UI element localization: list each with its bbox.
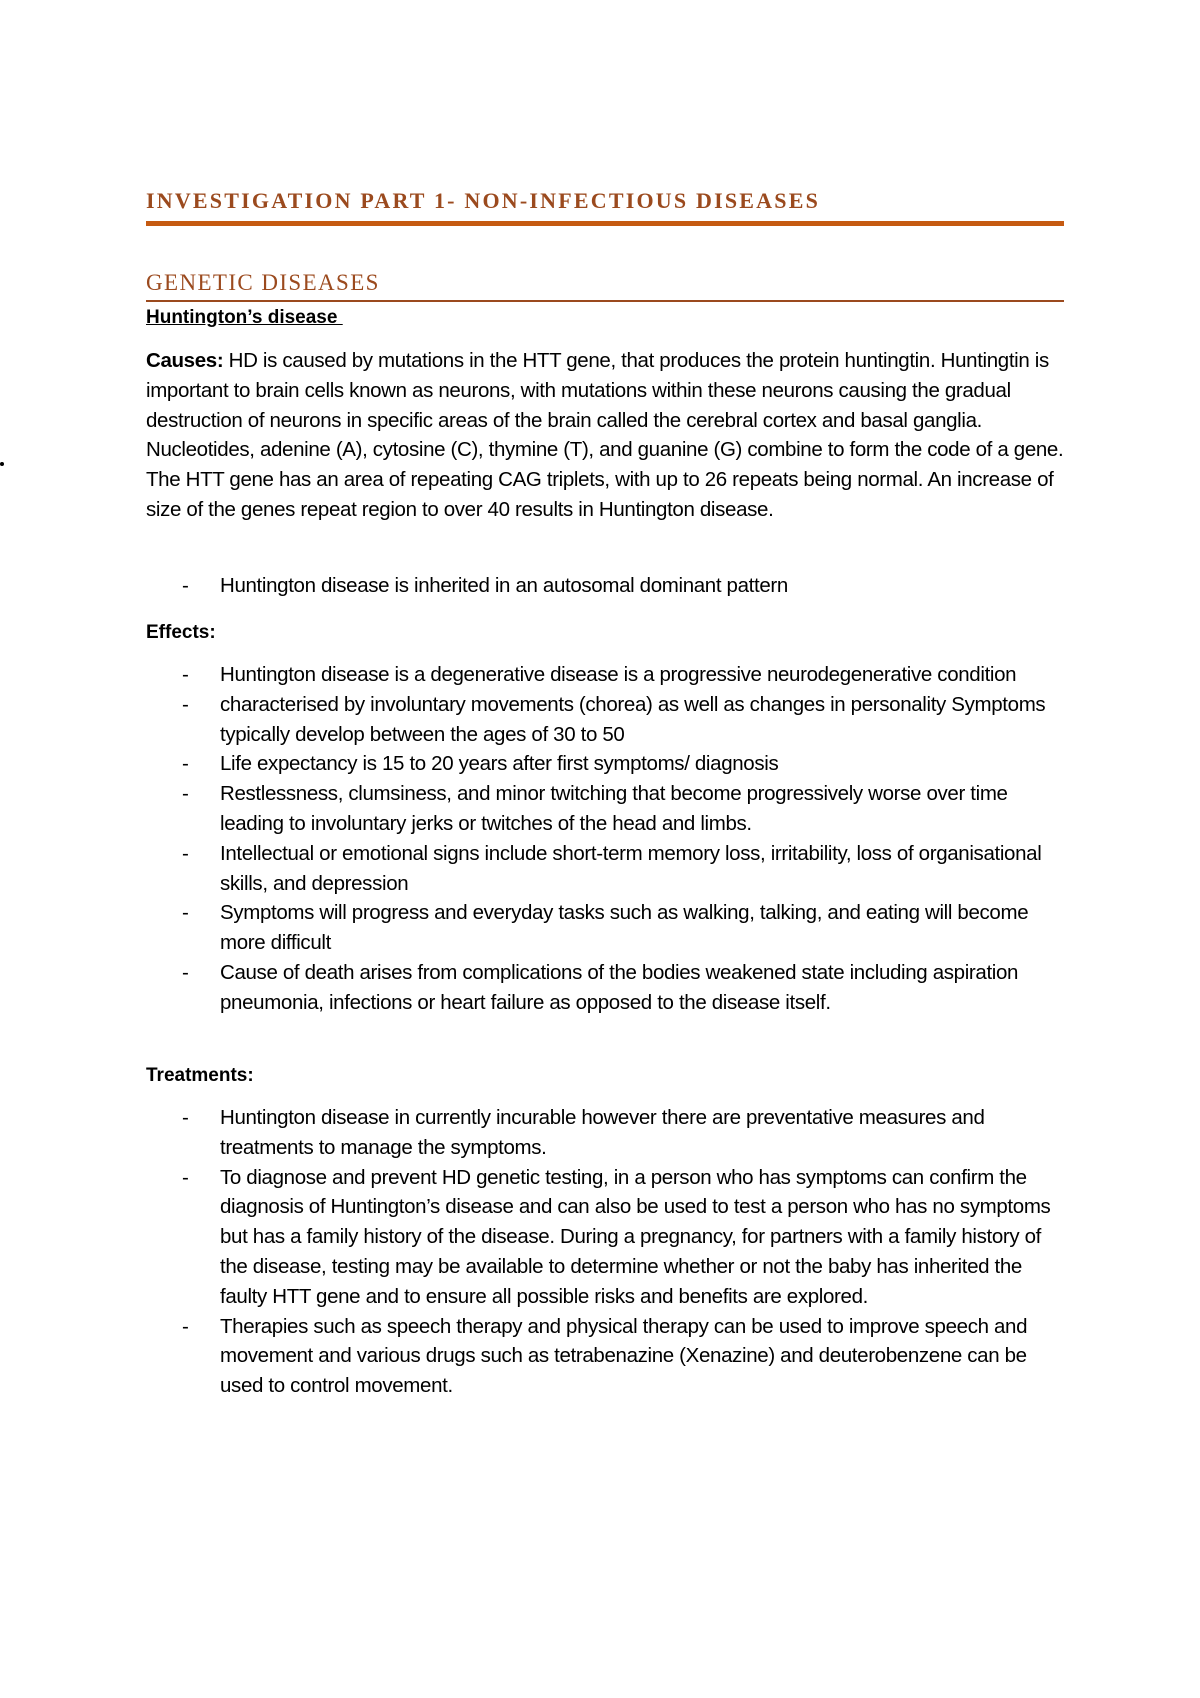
- causes-list: [146, 571, 1068, 601]
- list-item-text: Huntington disease is a degenerative disease is a progressive neurodegenerative condition: [220, 663, 1017, 686]
- list-item: [146, 690, 1068, 750]
- list-item: [146, 1312, 1068, 1401]
- page-title: INVESTIGATION PART 1- NON-INFECTIOUS DISEASES: [146, 188, 821, 213]
- bullet-marker: -: [182, 1165, 189, 1189]
- bullet-marker: -: [182, 841, 189, 865]
- bullet-marker: -: [182, 692, 189, 716]
- title-divider: [146, 221, 1064, 226]
- bullet-marker: -: [182, 901, 189, 925]
- bullet-marker: -: [182, 1106, 189, 1129]
- list-item: [146, 1103, 1068, 1163]
- sub-heading: Huntington’s disease: [146, 307, 343, 328]
- treatments-label: Treatments:: [146, 1065, 254, 1086]
- list-item: [146, 898, 1068, 958]
- list-item: [146, 779, 1068, 839]
- treatments-list: [146, 1103, 1068, 1401]
- list-item-text: Huntington disease is inherited in an autosomal dominant pattern: [220, 574, 788, 597]
- list-item: [146, 660, 1068, 690]
- effects-list: [146, 660, 1068, 1018]
- list-item: [146, 571, 1068, 601]
- list-item-text: characterised by involuntary movements (chorea) as well as changes in personality Symptoms typically develop between the ages of 30 to 50: [220, 692, 1046, 746]
- list-item: [146, 749, 1068, 779]
- bullet-marker: -: [182, 574, 189, 597]
- list-item-text: Restlessness, clumsiness, and minor twitching that become progressively worse over time leading to involuntary jerks or twitches of the head and limbs.: [220, 782, 1008, 835]
- list-item-text: Life expectancy is 15 to 20 years after first symptoms/ diagnosis: [220, 752, 779, 776]
- list-item-text: To diagnose and prevent HD genetic testing, in a person who has symptoms can confirm the diagnosis of Huntington’s disease and can also be used to test a person who has no symptoms but has a family history of the disease. During a pregnancy, for partners with a family history of the disease, testing may be available to determine whether or not the baby has inherited the faulty HTT gene and to ensure all possible risks and benefits are explored.: [220, 1165, 1051, 1308]
- list-item-text: Cause of death arises from complications of the bodies weakened state including aspiration pneumonia, infections or heart failure as opposed to the disease itself.: [220, 960, 1019, 1014]
- bullet-marker: -: [182, 960, 189, 984]
- list-item-text: Therapies such as speech therapy and physical therapy can be used to improve speech and movement and various drugs such as tetrabenazine (Xenazine) and deuterobenzene can be used to control movement.: [220, 1314, 1028, 1398]
- causes-paragraph: [146, 346, 1068, 525]
- section-heading: GENETIC DISEASES: [146, 270, 380, 295]
- bullet-marker: -: [182, 782, 189, 806]
- list-item-text: Intellectual or emotional signs include short-term memory loss, irritability, loss of organisational skills, and depression: [220, 841, 1042, 895]
- bullet-marker: -: [182, 752, 189, 776]
- list-item: [146, 958, 1068, 1018]
- effects-label: Effects:: [146, 622, 216, 643]
- list-item-text: Huntington disease in currently incurable however there are preventative measures and treatments to manage the symptoms.: [220, 1106, 985, 1159]
- causes-label: Causes:: [146, 349, 224, 372]
- margin-mark: [0, 462, 4, 466]
- list-item-text: Symptoms will progress and everyday tasks such as walking, talking, and eating will become more difficult: [220, 901, 1029, 955]
- list-item: [146, 1163, 1068, 1312]
- bullet-marker: -: [182, 663, 189, 686]
- causes-text: HD is caused by mutations in the HTT gene, that produces the protein huntingtin. Huntingtin is important to brain cells known as neurons, with mutations within these neurons causing the gradual destruction of neurons in specific areas of the brain called the cerebral cortex and basal ganglia. Nucleotides, adenine (A), cytosine (C), thymine (T), and guanine (G) combine to form the code of a gene. The HTT gene has an area of repeating CAG triplets, with up to 26 repeats being normal. An increase of size of the genes repeat region to over 40 results in Huntington disease.: [146, 349, 1064, 521]
- bullet-marker: -: [182, 1314, 189, 1338]
- section-divider: [146, 300, 1064, 302]
- list-item: [146, 839, 1068, 899]
